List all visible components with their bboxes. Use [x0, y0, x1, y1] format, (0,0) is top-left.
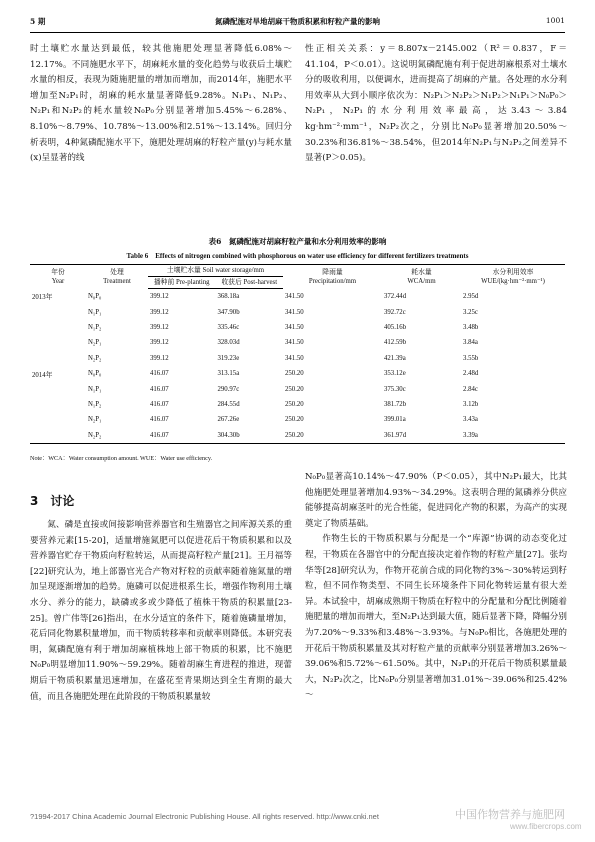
table-cell-post: 267.26e [217, 416, 240, 424]
table-cell-wue: 3.43a [463, 416, 478, 424]
table-cell-post: 304.30b [216, 428, 284, 444]
table-cell-wue: 3.55b [463, 354, 479, 362]
table-cell-wca: 372.44d [384, 292, 407, 300]
table-cell-year [30, 304, 86, 319]
table-cell-pre: 399.12 [150, 323, 169, 331]
table-cell-pre: 416.07 [150, 400, 169, 408]
table-row [30, 428, 565, 444]
table-cell-wca: 405.16b [384, 323, 407, 331]
table-cell-treatment: N₁P₂ [88, 323, 102, 331]
table-cell-wue: 2.48d [463, 370, 479, 378]
table-caption-cn: 表6 氮磷配施对胡麻籽粒产量和水分利用效率的影响 [208, 237, 387, 246]
table-cell-pre: 416.07 [150, 416, 169, 424]
table-cell-post: 319.23e [217, 354, 240, 362]
table-cell-wca: 399.01a [384, 416, 406, 424]
table-cell-pre: 399.12 [150, 354, 169, 362]
table-cell-treatment: N₁P₂ [88, 400, 102, 408]
table-cell-year: 2013年 [32, 294, 53, 302]
table-row [30, 412, 565, 427]
table-cell-precip: 250.20 [285, 385, 304, 393]
table-cell-year [30, 335, 86, 350]
paragraph: N₀P₀显著高10.14%～47.90%（P＜0.05），其中N₂P₁最大，比其他施肥处理显著增加4.93%～34.29%。这表明合理的氮磷养分供应能够提高胡麻茎叶的光合性能，促进同化产物的积累，为高产的实现奠定了物质基础。 [305, 472, 567, 529]
table-cell-precip: 341.50 [285, 339, 304, 347]
data-table [30, 264, 565, 444]
issue-label: 5 期 [30, 17, 46, 26]
table-cell-year [30, 397, 86, 412]
table-cell-post: 347.90b [217, 308, 240, 316]
table-cell-post: 313.15a [217, 370, 240, 378]
col-header-wca: 耗水量 WCA/mm [382, 265, 461, 289]
text-column-right-bottom [305, 470, 567, 704]
table-cell-wca: 361.97d [382, 428, 461, 444]
table-cell-post: 328.03d [217, 339, 240, 347]
table-cell-precip: 250.20 [285, 400, 304, 408]
table-cell-precip: 250.20 [285, 370, 304, 378]
table-cell-post: 368.18a [217, 293, 240, 301]
table-cell-precip: 341.50 [285, 323, 304, 331]
table-cell-year [30, 381, 86, 396]
table-cell-treatment: N₂P₂ [86, 428, 148, 444]
table-cell-wue: 3.25c [463, 308, 478, 316]
paragraph: 时土壤贮水量达到最低，较其他施肥处理显著降低6.08%～12.17%。不同施肥水平下，胡麻耗水量的变化趋势与收获后土壤贮水量的相反，表现为随施肥量的增加而增加，而2014年，施肥水平增加至N₂P₁时，胡麻的耗水量显著降低9.28%。N₁P₁、N₁P₂、N₂P₁和N₂P₂的耗水量较N₀P₀分别显著增加5.45%～6.28%、8.10%～8.79%、10.78%～13.00%和2.51%～13.14%。回归分析表明，4种氮磷配施水平下，施肥处理胡麻的籽粒产量(y)与耗水量(x)呈显著的线 [30, 44, 292, 164]
text-column-right-top [305, 42, 567, 167]
table-row [30, 320, 565, 335]
table-cell-wca: 412.59b [384, 339, 407, 347]
table-cell-precip: 341.50 [285, 292, 304, 300]
table-row [30, 304, 565, 319]
col-header-post-harvest: 收获后 Post-harvest [216, 277, 284, 289]
text-column-left-top [30, 42, 292, 167]
table-cell-pre: 399.12 [150, 293, 169, 301]
col-header-treatment: 处理 Treatment [86, 265, 148, 289]
table-caption-en: Table 6 Effects of nitrogen combined with phosphorous on water use efficiency for different fertilizers treatments [126, 252, 469, 260]
table-cell-precip: 250.20 [285, 416, 304, 424]
table-cell-year [30, 412, 86, 427]
table-cell-post: 290.97c [217, 385, 240, 393]
header-rule [30, 32, 565, 33]
table-cell-precip: 341.50 [285, 308, 304, 316]
col-header-year: 年份 Year [30, 265, 86, 289]
table-cell-treatment: N₀P₀ [88, 292, 102, 300]
table-cell-pre: 399.12 [150, 308, 169, 316]
paragraph: 性正相关关系：y＝8.807x－2145.002（R²＝0.837，F＝41.104，P＜0.01）。这说明氮磷配施有利于促进胡麻根系对土壤水分的吸收利用，以便调水，进而提高了胡麻的产量。各处理的水分利用效率从大到小顺序依次为：N₂P₁＞N₂P₂＞N₁P₂＞N₁P₁＞N₀P₀＞N₂P₁，N₂P₁的水分利用效率最高，达3.43～3.84 kg·hm⁻²·mm⁻¹，N₂P₂次之，分别比N₀P₀显著增加20.50%～30.23%和36.81%～38.54%，但2014年N₂P₁与N₂P₂之间差异不显著(P＞0.05)。 [305, 44, 567, 164]
table-row [30, 397, 565, 412]
table-cell-year [30, 320, 86, 335]
table-cell-wue: 2.84c [463, 385, 478, 393]
paragraph: 氮、磷是直接或间接影响营养器官和生殖器官之间库源关系的重要营养元素[15-20]，适量增施氮肥可以促进花后干物质积累和以及营养器官贮存干物质向籽粒转运，从而提高籽粒产量[21]。王月福等[22]研究认为，地上部器官光合产物对籽粒的贡献率随着施氮量的增加呈现逐渐增加的趋势。施磷可以促进根系生长，增强作物利用土壤水分、养分的能力，缺磷或多或少降低了植株干物质的积累量[23-25]。曾广伟等[26]指出，在水分适宜的条件下，随着施磷量增加，花后同化物累积量增加，而干物质转移率和贡献率则降低。本研究表明，氮磷配施有利于增加胡麻植株地上部干物质的积累，比不施肥N₀P₀明显增加11.90%～59.29%。随着胡麻生育进程的推进，现蕾期后干物质积累量迅速增加，在盛花至青果期达到全生育期的最大值，而且各施肥处理在此阶段的干物质积累量较 [30, 520, 292, 702]
table-cell-wue: 3.39a [461, 428, 565, 444]
table-cell-pre: 416.07 [150, 370, 169, 378]
paragraph: 作物生长的干物质积累与分配是一个“库源”协调的动态变化过程，干物质在各器官中的分配直接决定着作物的籽粒产量[27]。张均华等[28]研究认为，作物开花前合成的同化物约3%～30%转运到籽粒，但不同作物类型、不同生长环境条件下同化物转运量有很大差异。本试验中，胡麻成熟期干物质在籽粒中的分配量和分配比例随着施肥量的增加而增大，至N₂P₁达到最大值，随后显著下降，降幅分别为7.20%～9.33%和3.48%～3.93%。与N₀P₀相比，各施肥处理的开花后干物质积累量及其对籽粒产量的贡献率分别显著增加3.26%～39.06%和5.72%～61.50%。其中，N₂P₁的开花后干物质积累量最大，N₂P₂次之，比N₀P₀分别显著增加31.01%～39.06%和25.42%～ [305, 534, 567, 701]
table-cell-pre: 416.07 [148, 428, 216, 444]
table-cell-year: 2014年 [32, 371, 53, 379]
text-column-left-bottom [30, 518, 292, 705]
table-cell-treatment: N₂P₂ [88, 354, 102, 362]
watermark-text: 中国作物营养与施肥网 [455, 808, 565, 821]
col-header-pre-planting: 播种前 Pre-planting [148, 277, 216, 289]
table-cell-wue: 2.95d [463, 292, 479, 300]
table-cell-wue: 3.48b [463, 323, 479, 331]
table-cell-precip: 250.20 [283, 428, 382, 444]
running-title: 氮磷配施对旱地胡麻干物质积累和籽粒产量的影响 [215, 17, 380, 26]
table-cell-treatment: N₁P₁ [88, 385, 102, 393]
page-number: 1001 [545, 16, 565, 25]
table-cell-year [30, 351, 86, 366]
table-row [30, 351, 565, 366]
section-heading: 3 讨论 [30, 494, 75, 508]
watermark-url: www.fibercrops.com [510, 822, 582, 831]
table-cell-post: 335.46c [217, 323, 240, 331]
table-cell-wca: 381.72b [384, 400, 407, 408]
col-header-wue: 水分利用效率 WUE/(kg·hm⁻²·mm⁻¹) [461, 265, 565, 289]
table-row [30, 289, 565, 305]
table-cell-year [30, 428, 86, 444]
table-cell-wca: 353.12e [384, 370, 406, 378]
table-cell-wue: 3.84a [463, 339, 478, 347]
running-header [30, 16, 565, 30]
table-note: Note：WCA：Water consumption amount. WUE：Water use efficiency. [30, 455, 213, 462]
table-cell-post: 284.55d [217, 400, 240, 408]
table-row [30, 381, 565, 396]
col-header-soil-water: 土壤贮水量 Soil water storage/mm [148, 265, 283, 277]
copyright-footer: ?1994-2017 China Academic Journal Electronic Publishing House. All rights reserved. http://www.cnki.net [30, 812, 379, 821]
table-cell-wca: 421.39a [384, 354, 406, 362]
table-cell-treatment: N₀P₀ [88, 370, 102, 378]
col-header-precipitation: 降雨量 Precipitation/mm [283, 265, 382, 289]
table-cell-treatment: N₂P₁ [88, 416, 102, 424]
table-row [30, 366, 565, 381]
table-cell-wue: 3.12b [463, 400, 479, 408]
table-cell-wca: 375.30c [384, 385, 406, 393]
table-cell-wca: 392.72c [384, 308, 406, 316]
table-row [30, 335, 565, 350]
table-cell-pre: 416.07 [150, 385, 169, 393]
table-cell-treatment: N₂P₁ [88, 339, 102, 347]
table-cell-treatment: N₁P₁ [88, 308, 102, 316]
table-cell-pre: 399.12 [150, 339, 169, 347]
table-cell-precip: 341.50 [285, 354, 304, 362]
